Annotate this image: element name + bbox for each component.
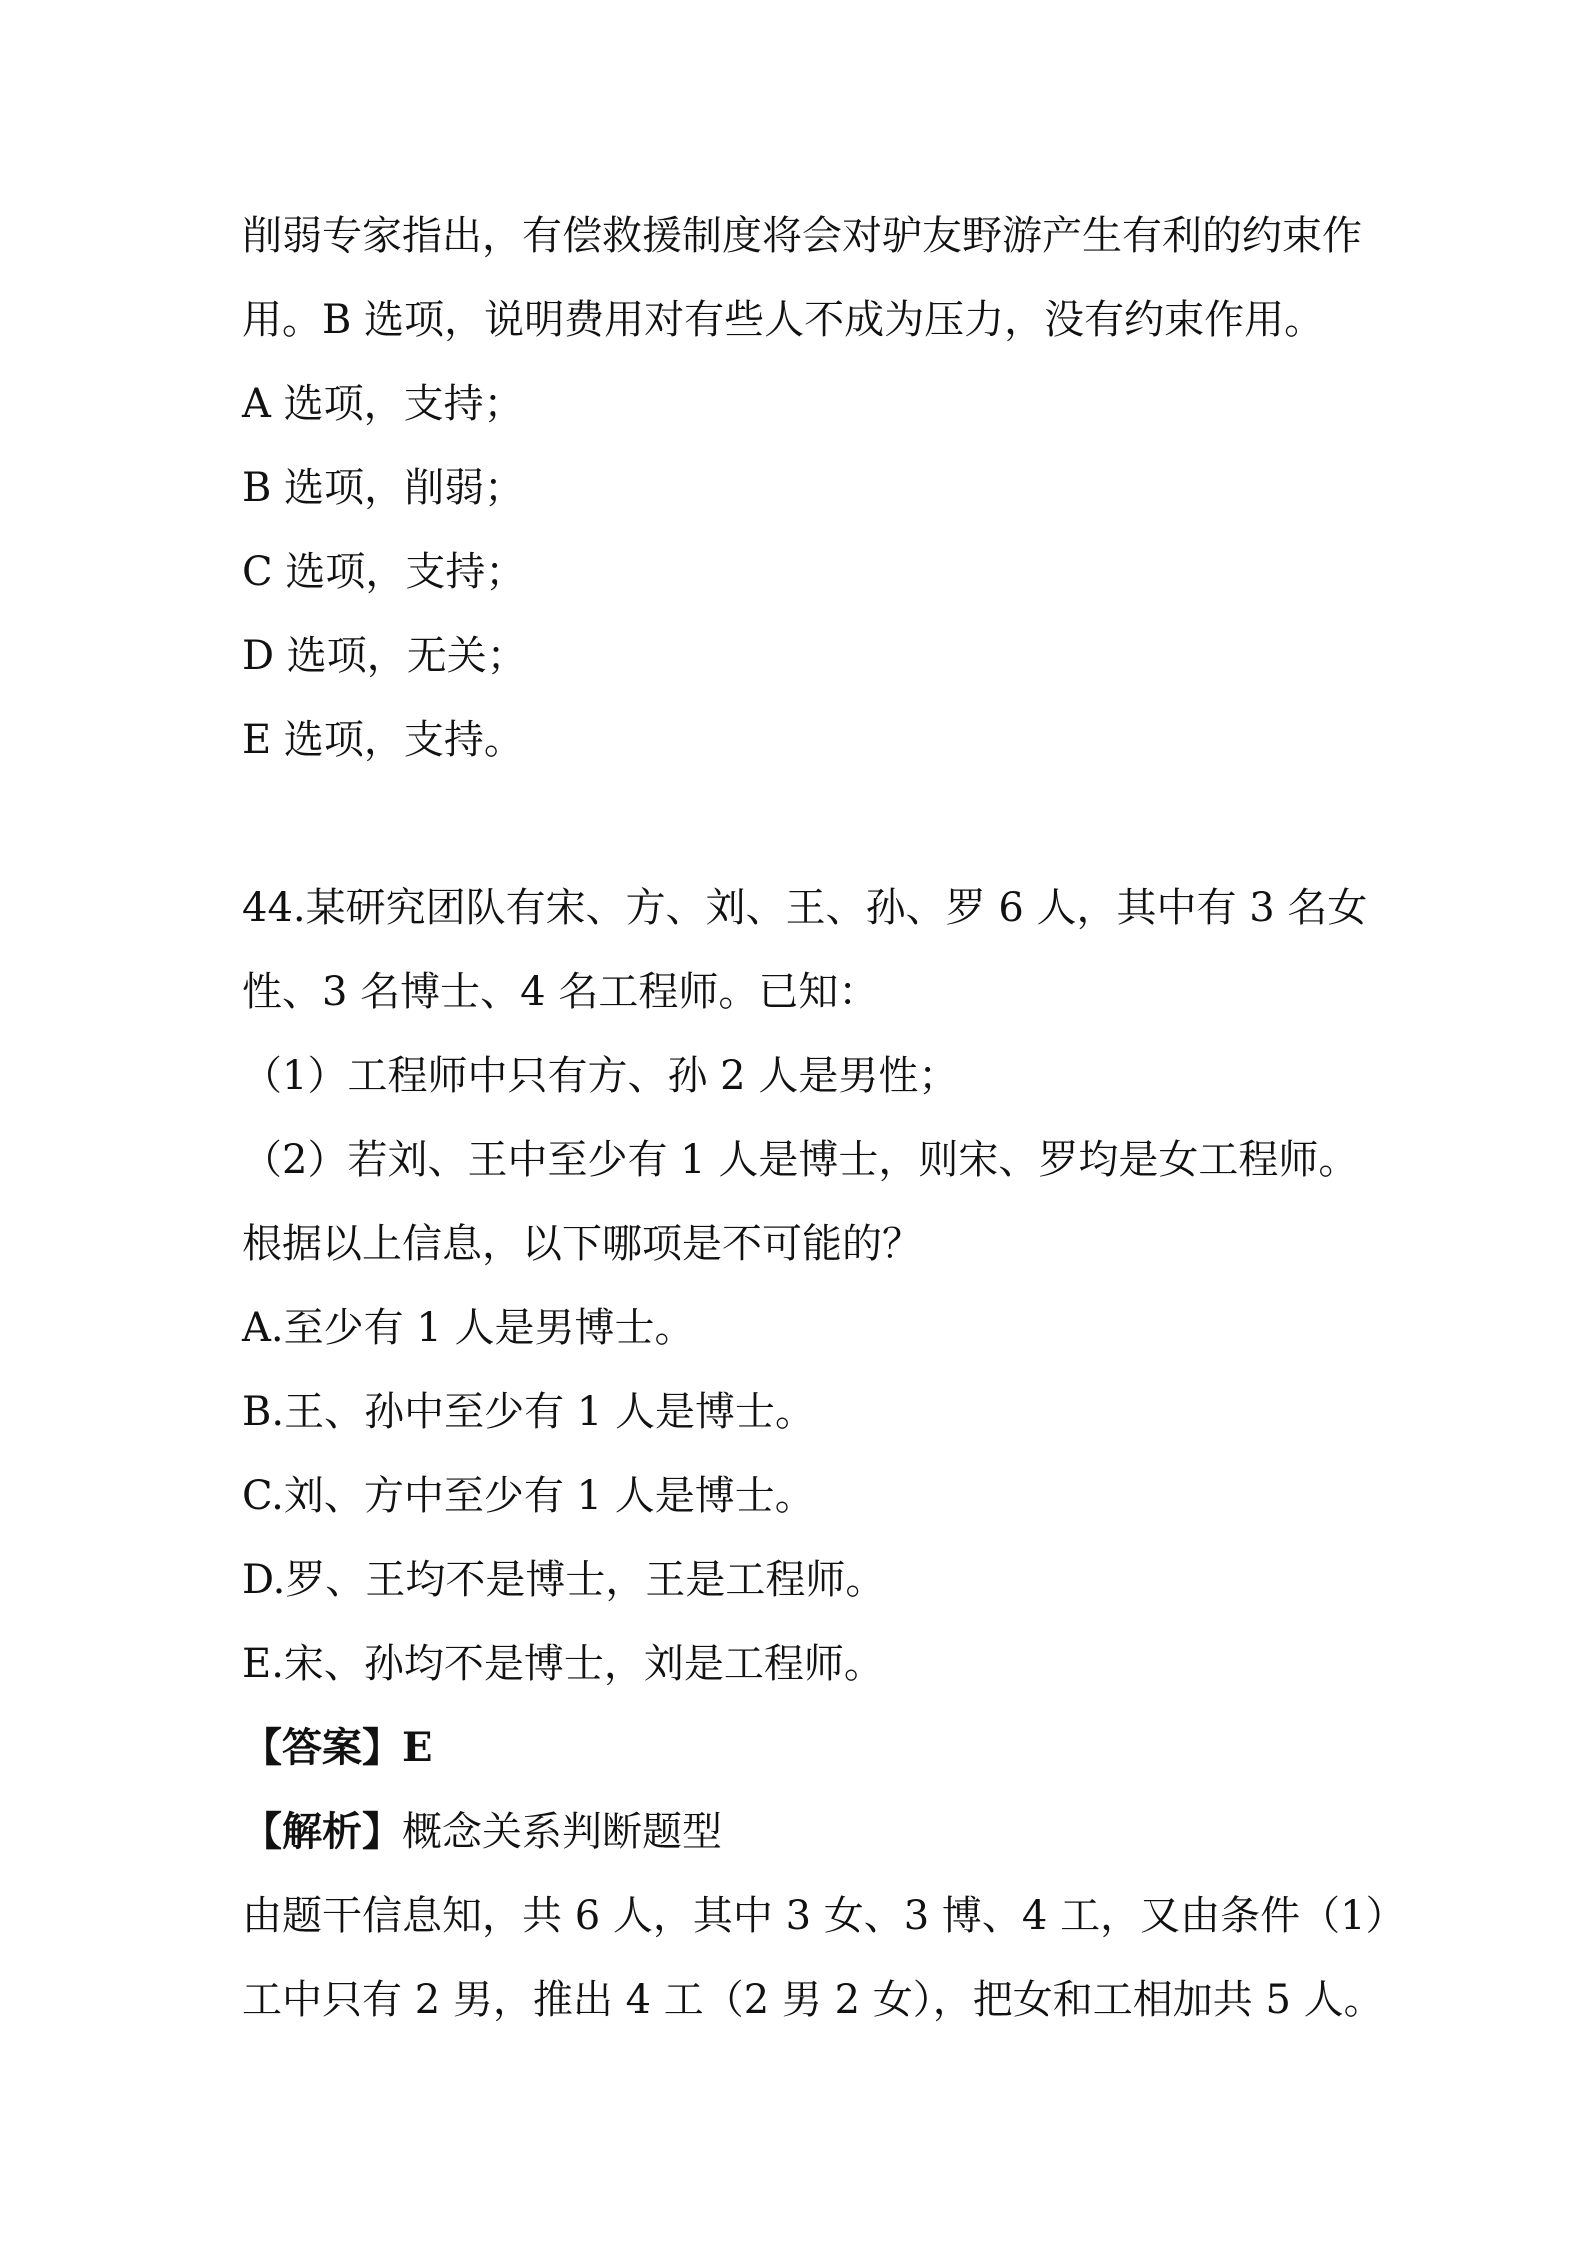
analysis-heading — [242, 1808, 722, 1856]
question-44-condition-1: （1）工程师中只有方、孙 2 人是男性； — [242, 1053, 959, 1099]
prev-analysis-line-1: 削弱专家指出，有偿救援制度将会对驴友野游产生有利的约束作 — [242, 213, 1362, 259]
question-44-option-b: B.王、孙中至少有 1 人是博士。 — [242, 1389, 815, 1435]
question-44-condition-2: （2）若刘、王中至少有 1 人是博士，则宋、罗均是女工程师。 — [242, 1137, 1359, 1183]
prev-option-e-verdict: E 选项，支持。 — [242, 717, 524, 763]
analysis-line-1: 由题干信息知，共 6 人，其中 3 女、3 博、4 工，又由条件（1） — [242, 1893, 1406, 1939]
prev-option-d-verdict: D 选项，无关； — [242, 633, 527, 679]
question-44-option-e: E.宋、孙均不是博士，刘是工程师。 — [242, 1641, 884, 1687]
answer-value: E — [402, 1724, 433, 1771]
question-44-stem-line-2: 性、3 名博士、4 名工程师。已知： — [242, 969, 879, 1015]
analysis-label: 【解析】 — [242, 1808, 402, 1855]
prev-option-c-verdict: C 选项，支持； — [242, 549, 526, 595]
question-44-stem-line-1: 44.某研究团队有宋、方、刘、王、孙、罗 6 人，其中有 3 名女 — [242, 885, 1368, 931]
question-44-option-d: D.罗、王均不是博士，王是工程师。 — [242, 1557, 886, 1603]
question-44-ask: 根据以上信息，以下哪项是不可能的？ — [242, 1221, 922, 1267]
answer-label: 【答案】 — [242, 1724, 402, 1771]
question-44-option-c: C.刘、方中至少有 1 人是博士。 — [242, 1473, 815, 1519]
answer-line — [242, 1724, 433, 1772]
prev-analysis-line-2: 用。B 选项，说明费用对有些人不成为压力，没有约束作用。 — [242, 297, 1325, 343]
analysis-line-2: 工中只有 2 男，推出 4 工（2 男 2 女），把女和工相加共 5 人。 — [242, 1977, 1384, 2023]
prev-option-a-verdict: A 选项，支持； — [242, 381, 524, 427]
analysis-type: 概念关系判断题型 — [402, 1809, 722, 1855]
prev-option-b-verdict: B 选项，削弱； — [242, 465, 525, 511]
question-44-option-a: A.至少有 1 人是男博士。 — [242, 1305, 695, 1351]
